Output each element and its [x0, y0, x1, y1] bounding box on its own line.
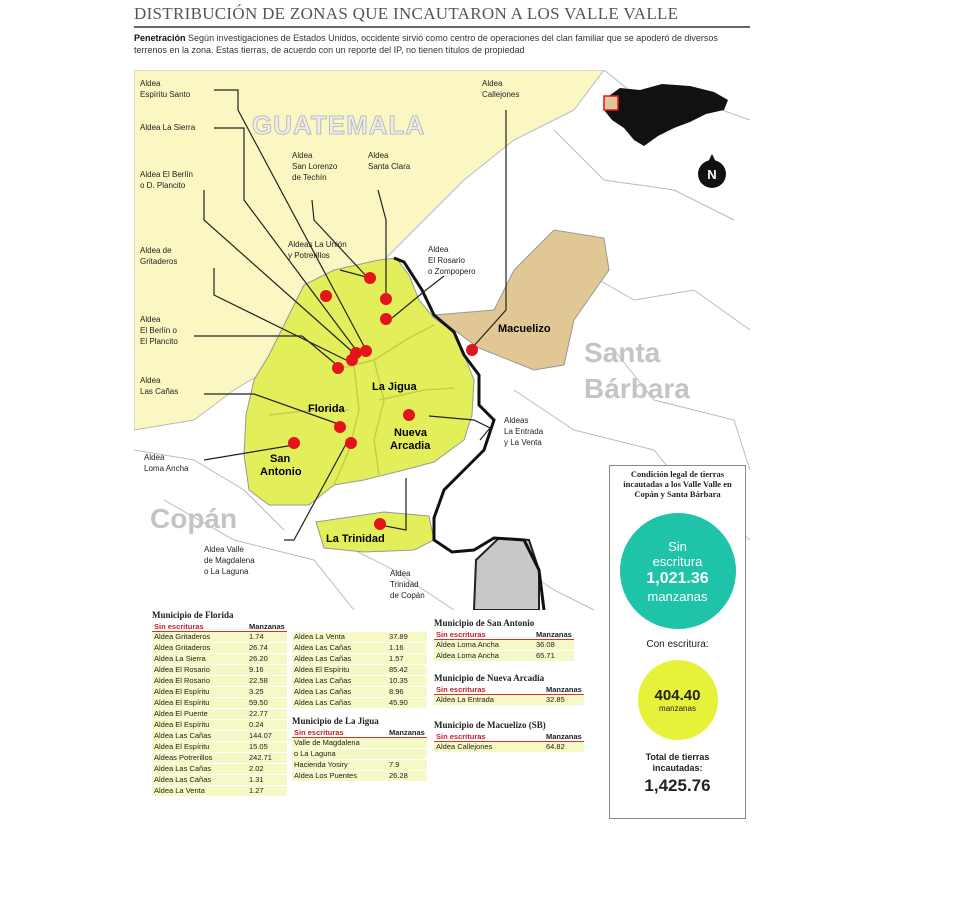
lbl-sanlor-3: de Techín [292, 173, 327, 182]
row-manzanas: 26.28 [389, 771, 408, 780]
row-manzanas: 32.85 [546, 695, 565, 704]
lbl-valle-3: o La Laguna [204, 567, 249, 576]
lede-lead: Penetración [134, 33, 186, 43]
antonio-label: Antonio [260, 466, 302, 478]
col-sin: Sin escrituras [154, 622, 204, 631]
row-manzanas: 3.25 [249, 687, 264, 696]
table-row [292, 643, 427, 653]
barbara-label: Bárbara [584, 373, 690, 404]
row-manzanas: 37.89 [389, 632, 408, 641]
table-nueva-arcadia [434, 673, 584, 706]
row-aldea: Aldea El Espíritu [154, 720, 210, 729]
table-row [292, 760, 427, 770]
con-unit: manzanas [659, 704, 696, 713]
marker-la-sierra [360, 345, 372, 357]
florida-colhead [152, 622, 287, 632]
con-value: 404.40 [654, 687, 701, 704]
lbl-rosario-2: El Rosario [428, 256, 465, 265]
macuelizo-colhead [434, 732, 584, 742]
lbl-loma-2: Loma Ancha [144, 464, 189, 473]
marker-las-canas [334, 421, 346, 433]
col-sin: Sin escrituras [436, 732, 486, 741]
header [134, 0, 750, 56]
row-manzanas [389, 749, 427, 759]
table-row [434, 651, 574, 661]
lbl-callejones-2: Callejones [482, 90, 520, 99]
table-row [292, 738, 427, 748]
lbl-berlin1-1: Aldea El Berlín [140, 170, 193, 179]
lbl-santaclara-2: Santa Clara [368, 162, 411, 171]
arcadia-label: Arcadia [390, 440, 431, 452]
nueva-label: Nueva [394, 427, 428, 439]
row-manzanas: 1.57 [389, 654, 404, 663]
la-jigua-label: La Jigua [372, 381, 417, 393]
row-aldea: Aldea Gritaderos [154, 632, 211, 641]
table-florida-a [152, 610, 287, 797]
table-row [152, 764, 287, 774]
row-aldea: Aldea Las Cañas [154, 775, 212, 784]
row-aldea: Aldea Callejones [436, 742, 493, 751]
table-row [152, 720, 287, 730]
row-aldea: Aldea Gritaderos [154, 643, 211, 652]
row-aldea: Aldea Los Puentes [294, 771, 357, 780]
north-label: N [707, 167, 717, 182]
lbl-berlin2-2: El Berlín o [140, 326, 177, 335]
lbl-union-2: y Potrerillos [288, 251, 330, 260]
marker-valle-magdalena [345, 437, 357, 449]
row-aldea: o La Laguna [294, 749, 336, 758]
row-manzanas: 22.58 [249, 676, 268, 685]
florida-title: Municipio de Florida [152, 610, 234, 620]
san-antonio-title: Municipio de San Antonio [434, 618, 535, 628]
sin-escritura-circle [620, 513, 736, 629]
row-aldea: Aldea La Venta [294, 632, 345, 641]
nueva-arcadia-rows [434, 695, 584, 705]
row-aldea: Aldea Las Cañas [294, 676, 352, 685]
col-sin: Sin escrituras [436, 630, 486, 639]
row-manzanas: 26.20 [249, 654, 268, 663]
row-aldea: Aldea El Rosario [154, 676, 210, 685]
row-aldea: Aldea El Espíritu [154, 687, 210, 696]
row-aldea: Aldea El Espíritu [154, 698, 210, 707]
florida-rows-a [152, 632, 287, 796]
title-rule [134, 26, 750, 28]
row-manzanas: 22.77 [249, 709, 268, 718]
row-manzanas: 45.90 [389, 698, 408, 707]
legal-status-box [609, 465, 746, 819]
table-row [152, 753, 287, 763]
inset-highlight [604, 96, 618, 110]
sin-label-1: Sin [668, 538, 687, 554]
row-manzanas: 1.74 [249, 632, 264, 641]
row-aldea: Aldea Las Cañas [294, 687, 352, 696]
table-san-antonio [434, 618, 574, 662]
table-row [292, 749, 427, 759]
lbl-grit-2: Gritaderos [140, 257, 178, 266]
row-aldea: Aldeas Potrerillos [154, 753, 213, 762]
lbl-espiritu-1: Aldea [140, 79, 161, 88]
marker-el-rosario [380, 313, 392, 325]
marker-el-plancito [332, 362, 344, 374]
table-row [152, 643, 287, 653]
lede-text: Según investigaciones de Estados Unidos, occidente sirvió como centro de operaciones del clan familiar que se apoderó de diversos terrenos en la zona. Estas tierras, de acuerdo con un reporte del IP, no tienen títulos de propiedad [134, 33, 718, 55]
table-row [434, 640, 574, 650]
table-row [152, 665, 287, 675]
lbl-rosario-1: Aldea [428, 245, 449, 254]
table-florida-b [292, 632, 427, 709]
marker-el-berlin [346, 354, 358, 366]
legal-title: Condición legal de tierras incautadas a los Valle Valle en Copán y Santa Bárbara [623, 469, 732, 499]
table-row [292, 665, 427, 675]
row-manzanas: 242.71 [249, 753, 272, 762]
table-row [292, 632, 427, 642]
table-row [292, 654, 427, 664]
lbl-canas-2: Las Cañas [140, 387, 179, 396]
row-manzanas: 144.07 [249, 731, 272, 740]
col-manz: Manzanas [546, 685, 582, 694]
table-row [152, 632, 287, 642]
row-aldea: Aldea La Venta [154, 786, 205, 795]
lbl-trin-3: de Copán [390, 591, 425, 600]
row-aldea: Aldea El Espíritu [154, 742, 210, 751]
table-row [152, 687, 287, 697]
marker-gritaderos [320, 290, 332, 302]
marker-callejones [466, 344, 478, 356]
row-aldea: Aldea Loma Ancha [436, 640, 499, 649]
san-label: San [270, 453, 291, 465]
table-row [152, 786, 287, 796]
con-label: Con escritura: [646, 639, 709, 650]
lbl-espiritu-2: Espíritu Santo [140, 90, 191, 99]
con-escritura-circle [638, 660, 718, 740]
row-aldea: Aldea El Espíritu [294, 665, 350, 674]
la-trinidad-label: La Trinidad [326, 533, 385, 545]
total-label-2: incautadas: [652, 763, 703, 773]
row-aldea: Aldea El Puente [154, 709, 208, 718]
row-aldea: Aldea Las Cañas [294, 654, 352, 663]
row-manzanas: 64.82 [546, 742, 565, 751]
lbl-grit-1: Aldea de [140, 246, 172, 255]
row-aldea: Aldea Las Cañas [294, 643, 352, 652]
row-manzanas: 1.31 [249, 775, 264, 784]
la-jigua-rows [292, 738, 427, 781]
row-manzanas: 15.05 [249, 742, 268, 751]
lbl-entrada-2: La Entrada [504, 427, 544, 436]
marker-la-entrada [403, 409, 415, 421]
florida-rows-b [292, 632, 427, 708]
table-row [152, 676, 287, 686]
la-jigua-colhead [292, 728, 427, 738]
nueva-arcadia-title: Municipio de Nueva Arcadia [434, 673, 545, 683]
row-manzanas: 65.71 [536, 651, 555, 660]
col-sin: Sin escrituras [294, 728, 344, 737]
san-antonio-rows [434, 640, 574, 661]
col-manz: Manzanas [249, 622, 285, 631]
row-aldea: Aldea Loma Ancha [436, 651, 499, 660]
table-row [152, 709, 287, 719]
row-manzanas: 85.42 [389, 665, 408, 674]
row-manzanas: 1.27 [249, 786, 264, 795]
sin-label-2: escritura [652, 553, 703, 569]
lbl-valle-1: Aldea Valle [204, 545, 244, 554]
table-row [152, 654, 287, 664]
table-row [434, 742, 584, 752]
lbl-union-1: Aldeas La Unión [288, 240, 347, 249]
sin-unit: manzanas [647, 588, 708, 604]
marker-santa-clara [380, 293, 392, 305]
table-row [292, 676, 427, 686]
florida-label: Florida [308, 403, 345, 415]
lbl-loma-1: Aldea [144, 453, 165, 462]
total-label-1: Total de tierras [645, 752, 710, 762]
table-row [434, 695, 584, 705]
total-value: 1,425.76 [644, 776, 711, 795]
row-aldea: Valle de Magdalena [294, 738, 360, 747]
row-manzanas: 59.50 [249, 698, 268, 707]
total-label [610, 752, 745, 774]
row-manzanas: 36.08 [536, 640, 555, 649]
row-manzanas: 7.9 [389, 760, 400, 769]
col-manz: Manzanas [546, 732, 582, 741]
lede [134, 32, 750, 56]
page-title: DISTRIBUCIÓN DE ZONAS QUE INCAUTARON A LOS VALLE VALLE [134, 4, 679, 23]
lbl-la-sierra: Aldea La Sierra [140, 123, 196, 132]
lbl-berlin2-3: El Plancito [140, 337, 178, 346]
row-aldea: Aldea La Sierra [154, 654, 206, 663]
row-aldea: Hacienda Yosiry [294, 760, 348, 769]
lbl-entrada-3: y La Venta [504, 438, 542, 447]
santa-label: Santa [584, 337, 661, 368]
lbl-callejones-1: Aldea [482, 79, 503, 88]
row-aldea: Aldea El Rosario [154, 665, 210, 674]
macuelizo-label: Macuelizo [498, 323, 551, 335]
lbl-canas-1: Aldea [140, 376, 161, 385]
table-macuelizo [434, 720, 584, 753]
lbl-entrada-1: Aldeas [504, 416, 529, 425]
table-la-jigua [292, 716, 427, 782]
row-aldea: Aldea Las Cañas [154, 731, 212, 740]
row-manzanas: 26.74 [249, 643, 268, 652]
macuelizo-title: Municipio de Macuelizo (SB) [434, 720, 546, 730]
macuelizo-rows [434, 742, 584, 752]
lbl-sanlor-2: San Lorenzo [292, 162, 338, 171]
guatemala-label: GUATEMALA [252, 110, 426, 140]
lbl-sanlor-1: Aldea [292, 151, 313, 160]
row-manzanas: 0.24 [249, 720, 264, 729]
col-sin: Sin escrituras [436, 685, 486, 694]
table-row [292, 771, 427, 781]
table-row [292, 698, 427, 708]
lbl-berlin1-2: o D. Plancito [140, 181, 186, 190]
lbl-trin-1: Aldea [390, 569, 411, 578]
table-row [152, 731, 287, 741]
lbl-santaclara-1: Aldea [368, 151, 389, 160]
san-antonio-colhead [434, 630, 574, 640]
row-manzanas: 10.35 [389, 676, 408, 685]
sin-value: 1,021.36 [646, 569, 709, 587]
table-row [152, 775, 287, 785]
nueva-arcadia-colhead [434, 685, 584, 695]
row-manzanas: 2.02 [249, 764, 264, 773]
row-aldea: Aldea Las Cañas [294, 698, 352, 707]
row-manzanas: 8.96 [389, 687, 404, 696]
marker-loma-ancha [288, 437, 300, 449]
col-manz: Manzanas [389, 728, 425, 737]
marker-trinidad [374, 518, 386, 530]
row-aldea: Aldea Las Cañas [154, 764, 212, 773]
col-manz: Manzanas [536, 630, 572, 639]
marker-la-union [364, 272, 376, 284]
table-row [292, 687, 427, 697]
row-manzanas: 9.16 [249, 665, 264, 674]
table-row [152, 698, 287, 708]
lbl-valle-2: de Magdalena [204, 556, 255, 565]
la-jigua-title: Municipio de La Jigua [292, 716, 379, 726]
lbl-trin-2: Trinidad [390, 580, 419, 589]
row-manzanas [389, 738, 427, 748]
table-row [152, 742, 287, 752]
row-manzanas: 1.16 [389, 643, 404, 652]
lbl-rosario-3: o Zompopero [428, 267, 476, 276]
row-aldea: Aldea La Entrada [436, 695, 494, 704]
copan-label: Copán [150, 503, 238, 534]
lbl-berlin2-1: Aldea [140, 315, 161, 324]
